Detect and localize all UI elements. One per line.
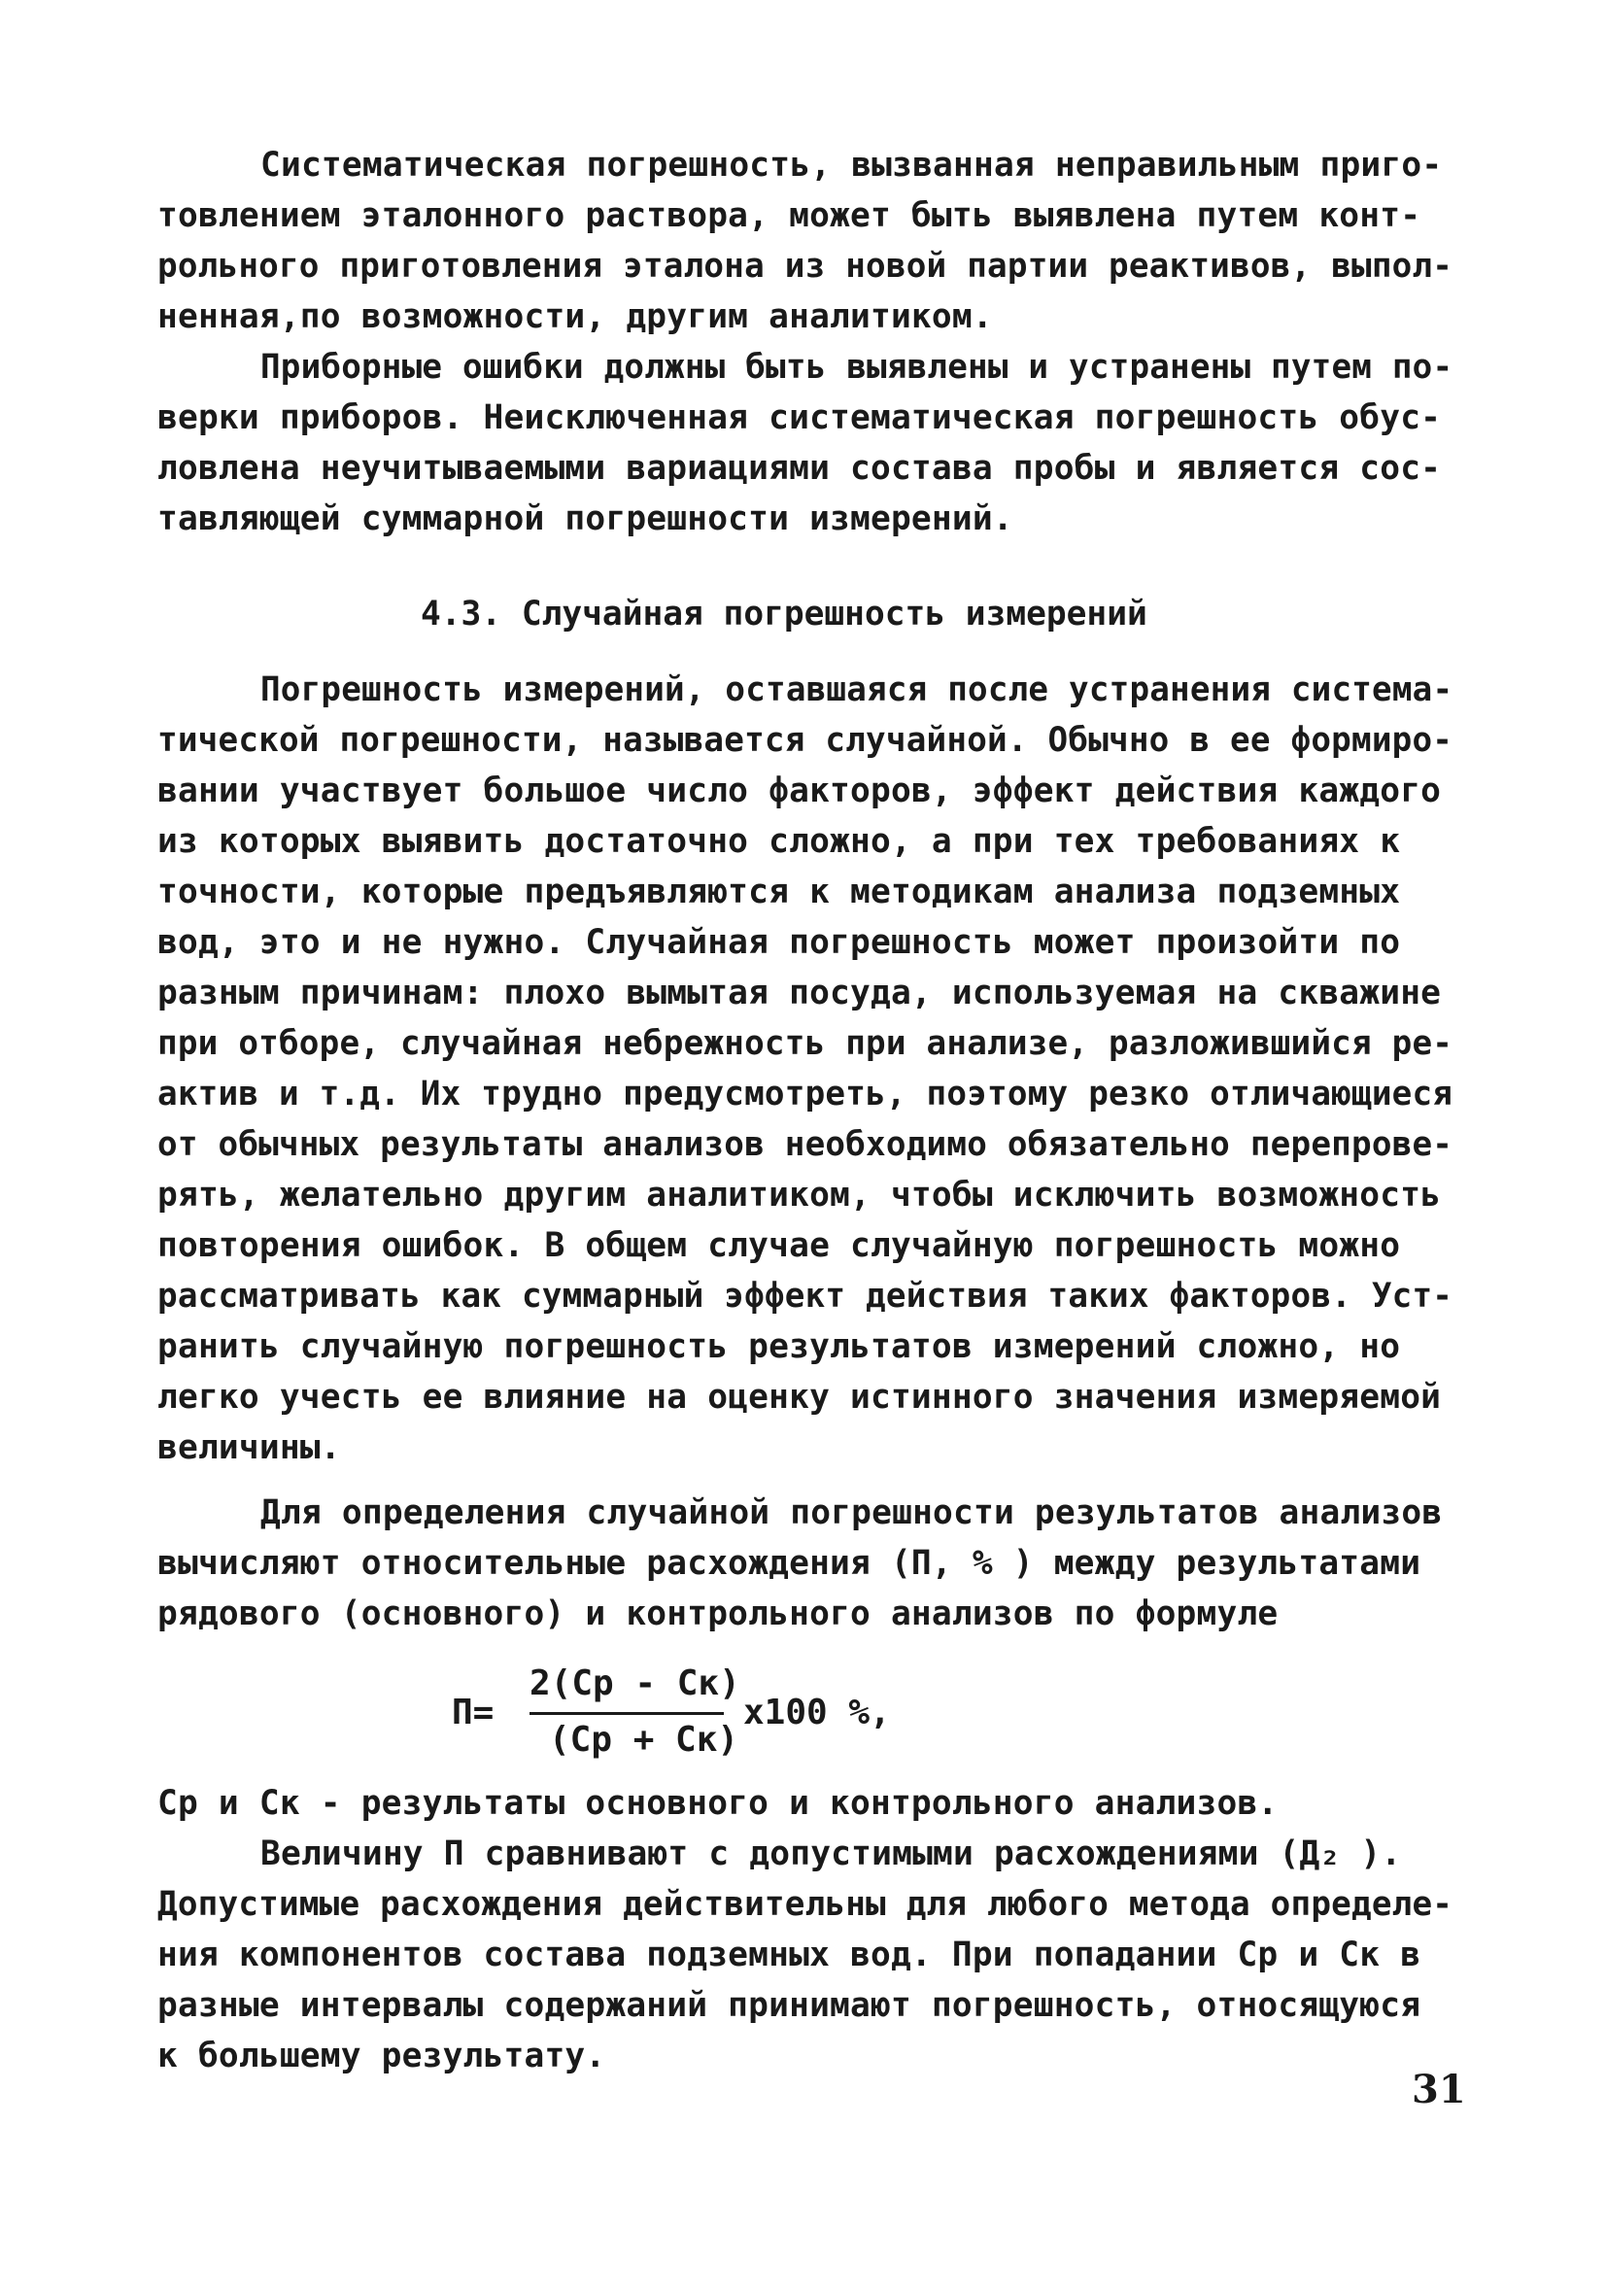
text-line: Ср и Ск - результаты основного и контрольного анализов. — [157, 1784, 1279, 1823]
text-line: ненная,по возможности, другим аналитиком. — [157, 297, 993, 336]
formula — [452, 1663, 957, 1770]
section-heading: 4.3. Случайная погрешность измерений — [421, 595, 1147, 634]
text-line: Допустимые расхождения действительны для любого метода определе- — [157, 1885, 1453, 1924]
text-line: рять, желательно другим аналитиком, чтобы исключить возможность — [157, 1176, 1442, 1215]
text-line: рольного приготовления эталона из новой партии реактивов, выпол- — [157, 247, 1453, 286]
text-line: Для определения случайной погрешности результатов анализов — [260, 1493, 1443, 1532]
text-line: вании участвует большое число факторов, эффект действия каждого — [157, 771, 1442, 810]
text-line: Погрешность измерений, оставшаяся после устранения система- — [260, 670, 1453, 709]
text-line: верки приборов. Неисключенная систематическая погрешность обус- — [157, 398, 1442, 437]
text-line: тической погрешности, называется случайной. Обычно в ее формиро- — [157, 721, 1453, 760]
formula-denominator: (Ср + Ск) — [549, 1720, 739, 1760]
page-number: 31 — [1412, 2067, 1466, 2112]
text-line: разным причинам: плохо вымытая посуда, используемая на скважине — [157, 974, 1442, 1012]
text-line: разные интервалы содержаний принимают погрешность, относящуюся — [157, 1986, 1421, 2025]
formula-rhs: х100 %, — [743, 1693, 891, 1732]
text-line: Систематическая погрешность, вызванная неправильным приго- — [260, 146, 1443, 185]
text-line: вод, это и не нужно. Случайная погрешность может произойти по — [157, 923, 1401, 962]
text-line: Величину П сравнивают с допустимыми расхождениями (Д₂ ). — [260, 1834, 1402, 1873]
text-line: ния компонентов состава подземных вод. При попадании Ср и Ск в — [157, 1936, 1421, 1974]
text-line: рассматривать как суммарный эффект действия таких факторов. Уст- — [157, 1277, 1453, 1316]
formula-numerator: 2(Ср - Ск) — [530, 1663, 740, 1703]
text-line: Приборные ошибки должны быть выявлены и устранены путем по- — [260, 348, 1453, 387]
text-line: точности, которые предъявляются к методикам анализа подземных — [157, 873, 1401, 911]
text-line: рядового (основного) и контрольного анализов по формуле — [157, 1594, 1279, 1633]
text-line: тавляющей суммарной погрешности измерений. — [157, 499, 1013, 538]
text-line: актив и т.д. Их трудно предусмотреть, поэтому резко отличающиеся — [157, 1075, 1453, 1114]
text-line: повторения ошибок. В общем случае случайную погрешность можно — [157, 1226, 1401, 1265]
text-line: к большему результату. — [157, 2037, 606, 2075]
text-line: ранить случайную погрешность результатов измерений сложно, но — [157, 1327, 1401, 1366]
text-line: от обычных результаты анализов необходимо обязательно перепрове- — [157, 1125, 1453, 1164]
formula-lhs: П= — [452, 1693, 495, 1732]
fraction-bar — [530, 1712, 724, 1715]
text-line: товлением эталонного раствора, может быть выявлена путем конт- — [157, 196, 1421, 235]
text-line: легко учесть ее влияние на оценку истинного значения измеряемой — [157, 1378, 1442, 1417]
text-line: величины. — [157, 1428, 341, 1467]
text-line: вычисляют относительные расхождения (П, % ) между результатами — [157, 1544, 1421, 1583]
text-line: при отборе, случайная небрежность при анализе, разложившийся ре- — [157, 1024, 1453, 1063]
text-line: из которых выявить достаточно сложно, а при тех требованиях к — [157, 822, 1401, 861]
text-line: ловлена неучитываемыми вариациями состава пробы и является сос- — [157, 449, 1442, 488]
